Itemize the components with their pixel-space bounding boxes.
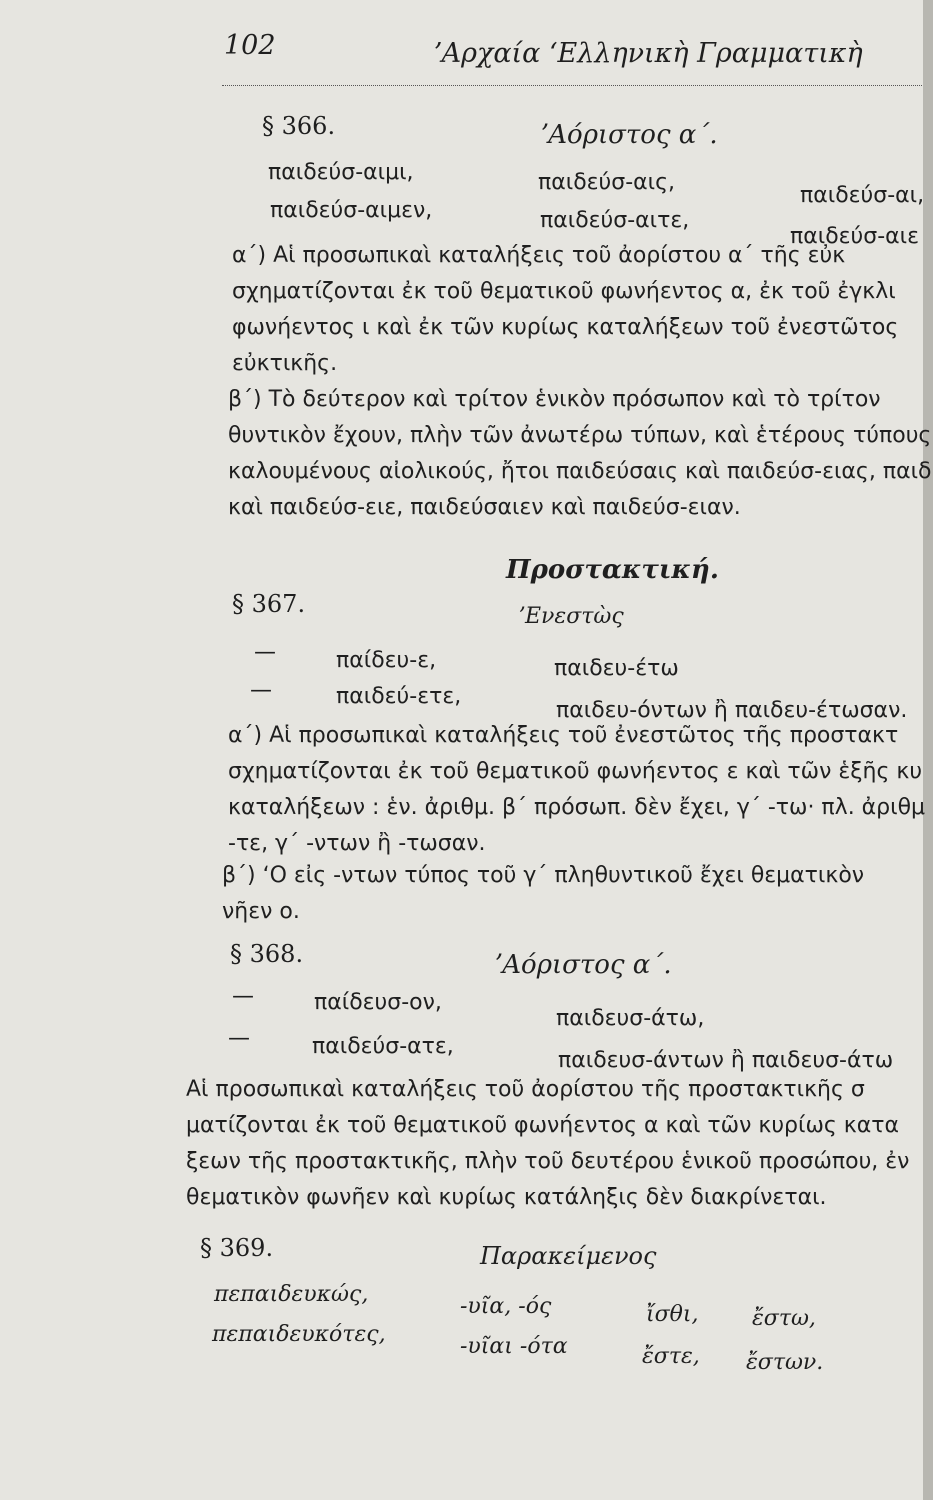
- form-cell: παιδεύσ-αις,: [538, 170, 676, 195]
- note-line: -τε, γ΄ -ντων ἢ -τωσαν.: [228, 831, 486, 856]
- section-366-note-a: [232, 238, 898, 382]
- note-line: φωνήεντος ι καὶ ἐκ τῶν κυρίως καταλήξεων τοῦ ἐνεστῶτος: [232, 315, 899, 340]
- dash: —: [232, 984, 254, 1009]
- note-line: α΄) Αἱ προσωπικαὶ καταλήξεις τοῦ ἀορίστου α΄ τῆς εὐκ: [232, 243, 846, 268]
- note-line: β΄) ʻΟ εἰς -ντων τύπος τοῦ γ΄ πληθυντικοῦ ἔχει θεματικὸν: [222, 863, 865, 888]
- section-367-number: § 367.: [232, 590, 306, 618]
- form-cell: -υῖαι -ότα: [460, 1334, 568, 1359]
- note-line: καὶ παιδεύσ-ειε, παιδεύσαιεν καὶ παιδεύσ-ειαν.: [228, 495, 741, 520]
- form-cell: ἴσθι,: [646, 1302, 699, 1327]
- form-cell: παίδευ-ε,: [336, 648, 437, 673]
- page-number: 102: [224, 30, 276, 61]
- section-366-number: § 366.: [262, 112, 336, 140]
- note-line: β΄) Τὸ δεύτερον καὶ τρίτον ἑνικὸν πρόσωπον καὶ τὸ τρίτον: [228, 387, 881, 412]
- note-line: θεματικὸν φωνῆεν καὶ κυρίως κατάληξις δὲν διακρίνεται.: [186, 1185, 827, 1210]
- form-cell: ἔστων.: [746, 1350, 824, 1375]
- form-cell: πεπαιδευκότες,: [212, 1322, 386, 1347]
- note-line: θυντικὸν ἔχουν, πλὴν τῶν ἀνωτέρω τύπων, καὶ ἑτέρους τύπους: [228, 423, 932, 448]
- form-cell: παιδευ-όντων ἢ παιδευ-έτωσαν.: [556, 698, 908, 723]
- form-cell: παιδευσ-άντων ἢ παιδευσ-άτω: [558, 1048, 894, 1073]
- form-cell: παιδεύσ-αι,: [800, 183, 925, 208]
- form-cell: παιδεύσ-αιτε,: [540, 208, 690, 233]
- note-line: καταλήξεων : ἑν. ἀριθμ. β΄ πρόσωπ. δὲν ἔχει, γ΄ -τω· πλ. ἀριθμ: [228, 795, 926, 820]
- running-title: ʼΑρχαία ʻΕλληνικὴ Γραμματικὴ: [433, 38, 863, 69]
- form-cell: παιδευσ-άτω,: [556, 1006, 705, 1031]
- section-369-number: § 369.: [200, 1234, 274, 1262]
- note-line: ματίζονται ἐκ τοῦ θεματικοῦ φωνήεντος α καὶ τῶν κυρίως κατα: [186, 1113, 900, 1138]
- form-cell: παιδεύσ-αιμεν,: [270, 198, 433, 223]
- form-cell: πεπαιδευκώς,: [214, 1282, 369, 1307]
- section-368-heading: ʼΑόριστος α΄.: [494, 950, 672, 980]
- section-368-number: § 368.: [230, 940, 304, 968]
- section-367-note-b: [222, 858, 864, 930]
- note-line: σχηματίζονται ἐκ τοῦ θεματικοῦ φωνήεντος α, ἐκ τοῦ ἐγκλι: [232, 279, 896, 304]
- dash: —: [250, 678, 272, 703]
- form-cell: παιδεύ-ετε,: [336, 684, 462, 709]
- form-cell: παίδευσ-ον,: [314, 990, 442, 1015]
- note-line: ξεων τῆς προστακτικῆς, πλὴν τοῦ δευτέρου ἑνικοῦ προσώπου, ἐν: [186, 1149, 910, 1174]
- section-369-heading: Παρακείμενος: [480, 1242, 657, 1270]
- note-line: νῆεν ο.: [222, 899, 300, 924]
- section-368-note: [186, 1072, 909, 1216]
- dash: —: [228, 1026, 250, 1051]
- form-cell: -υῖα, -ός: [460, 1294, 552, 1319]
- form-cell: παιδεύσ-ατε,: [312, 1034, 454, 1059]
- header-rule: [222, 85, 922, 86]
- section-367-heading: ʼΕνεστὼς: [518, 604, 624, 629]
- mood-heading: Προστακτική.: [506, 555, 719, 585]
- form-cell: ἔστε,: [642, 1344, 700, 1369]
- form-cell: ἔστω,: [752, 1306, 816, 1331]
- section-367-note-a: [228, 718, 925, 862]
- dash: —: [254, 640, 276, 665]
- note-line: εὐκτικῆς.: [232, 351, 338, 376]
- section-366-note-b: [228, 382, 931, 526]
- form-cell: παιδεύσ-αιε: [790, 224, 919, 249]
- note-line: Αἱ προσωπικαὶ καταλήξεις τοῦ ἀορίστου τῆς προστακτικῆς σ: [186, 1077, 865, 1102]
- note-line: καλουμένους αἰολικούς, ἤτοι παιδεύσαις καὶ παιδεύσ-ειας, παιδ: [228, 459, 932, 484]
- note-line: σχηματίζονται ἐκ τοῦ θεματικοῦ φωνήεντος ε καὶ τῶν ἑξῆς κυ: [228, 759, 923, 784]
- form-cell: παιδευ-έτω: [554, 656, 679, 681]
- note-line: α΄) Αἱ προσωπικαὶ καταλήξεις τοῦ ἐνεστῶτος τῆς προστακτ: [228, 723, 899, 748]
- section-366-heading: ʼΑόριστος α΄.: [540, 120, 718, 150]
- form-cell: παιδεύσ-αιμι,: [268, 160, 414, 185]
